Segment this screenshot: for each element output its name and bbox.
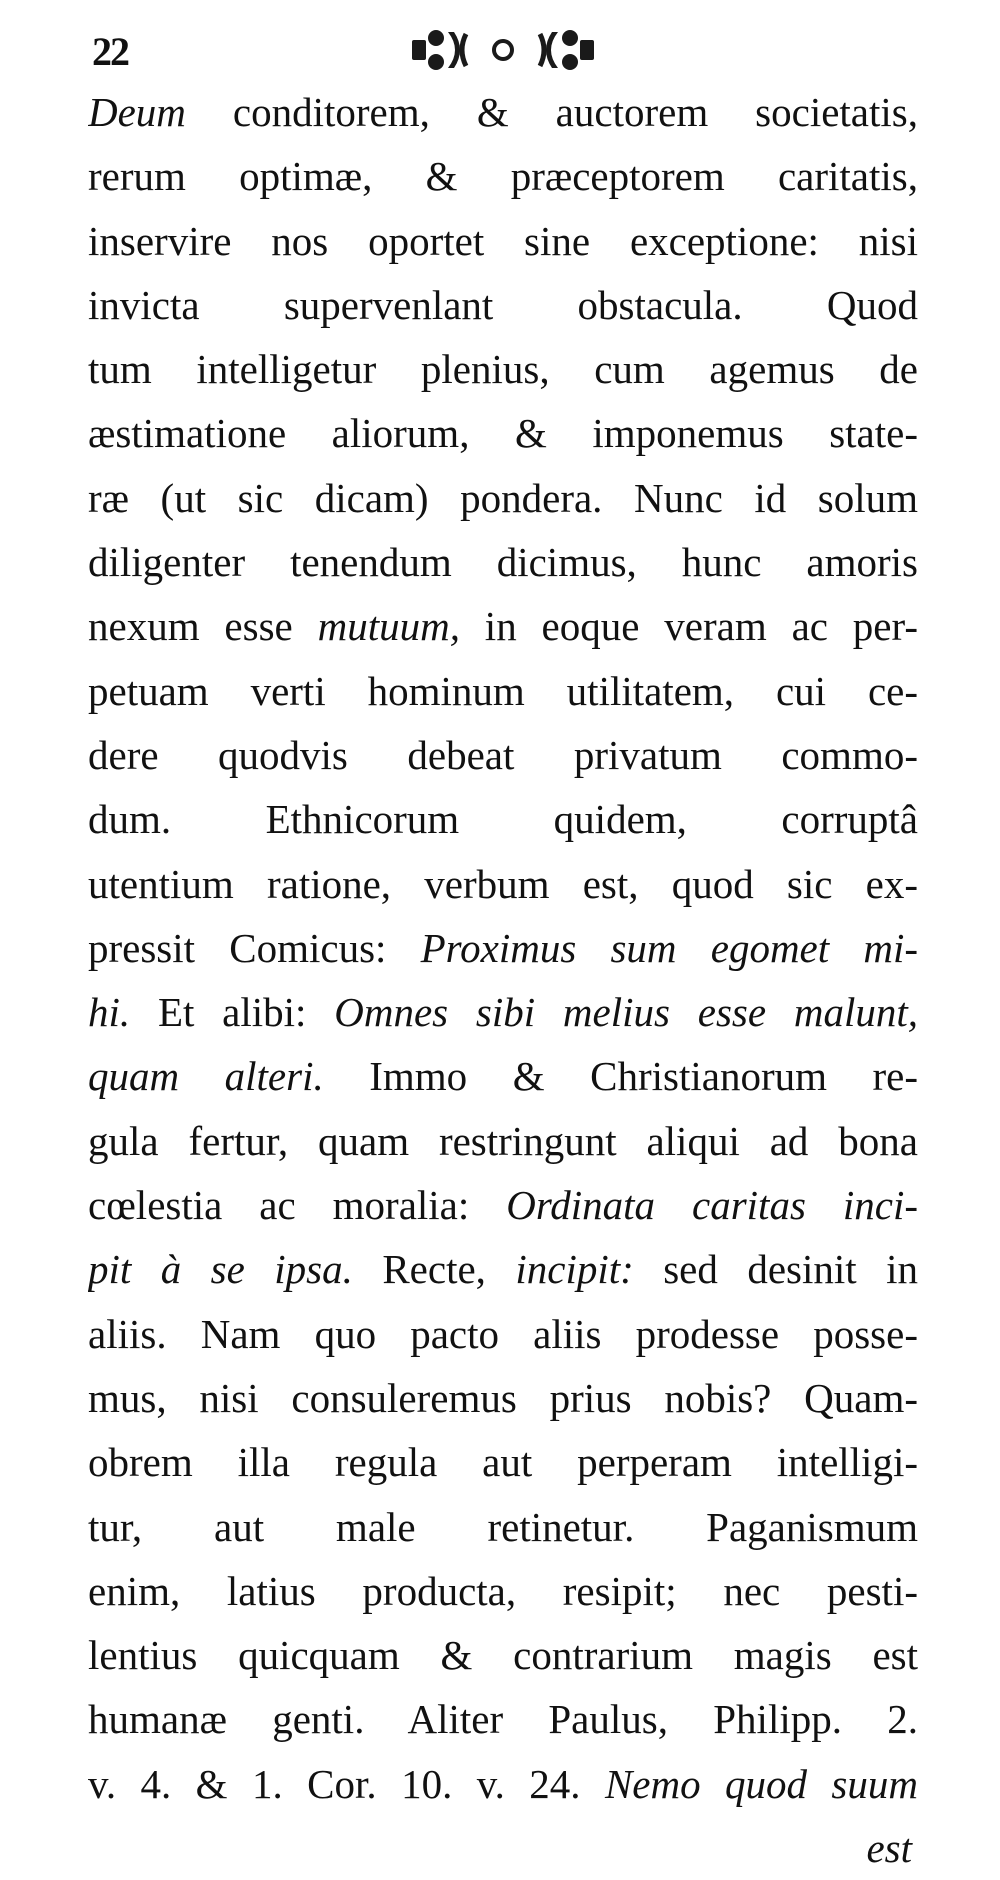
text-segment: tum intelligetur plenius, cum agemus de [88, 346, 918, 393]
text-segment: in eoque veram ac per- [459, 603, 918, 650]
text-line [88, 1109, 918, 1173]
text-segment: dum. Ethnicorum quidem, corruptâ [88, 796, 918, 843]
text-line [88, 337, 918, 401]
italic-segment: incipit: [515, 1246, 634, 1293]
text-segment: Et alibi: [130, 989, 335, 1036]
text-segment: pressit Comicus: [88, 924, 421, 971]
text-line [88, 659, 918, 723]
page-header [88, 22, 918, 82]
italic-segment: pit à se ipsa. [88, 1246, 353, 1293]
text-segment: lentius quicquam & contrarium magis est [88, 1632, 918, 1679]
text-line [88, 1430, 918, 1494]
body-text [88, 80, 918, 1880]
text-segment: mus, nisi consuleremus prius nobis? Quam- [88, 1374, 918, 1421]
text-segment: invicta supervenlant obstacula. Quod [88, 281, 918, 328]
text-line [88, 980, 918, 1044]
text-line [88, 1495, 918, 1559]
text-line [88, 1366, 918, 1430]
text-line [88, 852, 918, 916]
text-line [88, 1559, 918, 1623]
text-segment: rerum optimæ, & præceptorem caritatis, [88, 153, 918, 200]
text-line [88, 80, 918, 144]
text-segment: conditorem, & auctorem societatis, [185, 89, 918, 135]
text-segment: tur, aut male retinetur. Paganismum [88, 1503, 918, 1550]
text-line [88, 1044, 918, 1108]
italic-segment: Ordinata caritas inci- [506, 1182, 918, 1229]
page-number: 22 [92, 29, 128, 74]
text-segment: utentium ratione, verbum est, quod sic ex- [88, 860, 918, 907]
text-segment: dere quodvis debeat privatum commo- [88, 731, 918, 778]
text-line [88, 1687, 918, 1751]
italic-segment: Deum [88, 89, 186, 135]
catchword-text: est [866, 1825, 912, 1872]
italic-segment: quam alteri. [88, 1053, 324, 1100]
text-line [88, 1173, 918, 1237]
text-segment: Recte, [352, 1246, 516, 1293]
text-segment: Immo & Christianorum re- [323, 1053, 918, 1100]
text-segment: æstimatione aliorum, & imponemus state- [88, 410, 918, 457]
text-line [88, 530, 918, 594]
italic-segment: mutuum, [317, 603, 460, 650]
italic-segment: hi. [88, 989, 131, 1036]
text-line [88, 723, 918, 787]
text-segment: cœlestia ac moralia: [88, 1182, 507, 1229]
text-segment: humanæ genti. Aliter Paulus, Philipp. 2. [88, 1696, 918, 1743]
text-line [88, 1302, 918, 1366]
text-line [88, 466, 918, 530]
text-segment: v. 4. & 1. Cor. 10. v. 24. [88, 1760, 605, 1807]
printer-ornament-icon [408, 24, 598, 76]
text-segment: aliis. Nam quo pacto aliis prodesse posse- [88, 1310, 918, 1357]
text-segment: obrem illa regula aut perperam intelligi- [88, 1439, 918, 1486]
italic-segment: Omnes sibi melius esse malunt, [334, 989, 918, 1036]
text-line [88, 209, 918, 273]
text-segment: gula fertur, quam restringunt aliqui ad bona [88, 1117, 918, 1164]
text-line [88, 1752, 918, 1816]
text-segment: inservire nos oportet sine exceptione: nisi [88, 217, 918, 264]
text-segment: ræ (ut sic dicam) pondera. Nunc id solum [88, 474, 918, 521]
text-segment: diligenter tenendum dicimus, hunc amoris [88, 539, 918, 586]
text-segment: enim, latius producta, resipit; nec pesti- [88, 1567, 918, 1614]
text-line [88, 916, 918, 980]
text-segment: petuam verti hominum utilitatem, cui ce- [88, 667, 918, 714]
text-segment: nexum esse [88, 603, 318, 650]
text-line [88, 401, 918, 465]
text-line [88, 1237, 918, 1301]
text-line [88, 144, 918, 208]
text-line [88, 594, 918, 658]
catchword [88, 1816, 918, 1880]
text-segment: sed desinit in [633, 1246, 918, 1293]
text-line [88, 273, 918, 337]
italic-segment: Proximus sum egomet mi- [420, 924, 918, 971]
italic-segment: Nemo quod suum [604, 1760, 918, 1807]
text-line [88, 1623, 918, 1687]
text-line [88, 787, 918, 851]
